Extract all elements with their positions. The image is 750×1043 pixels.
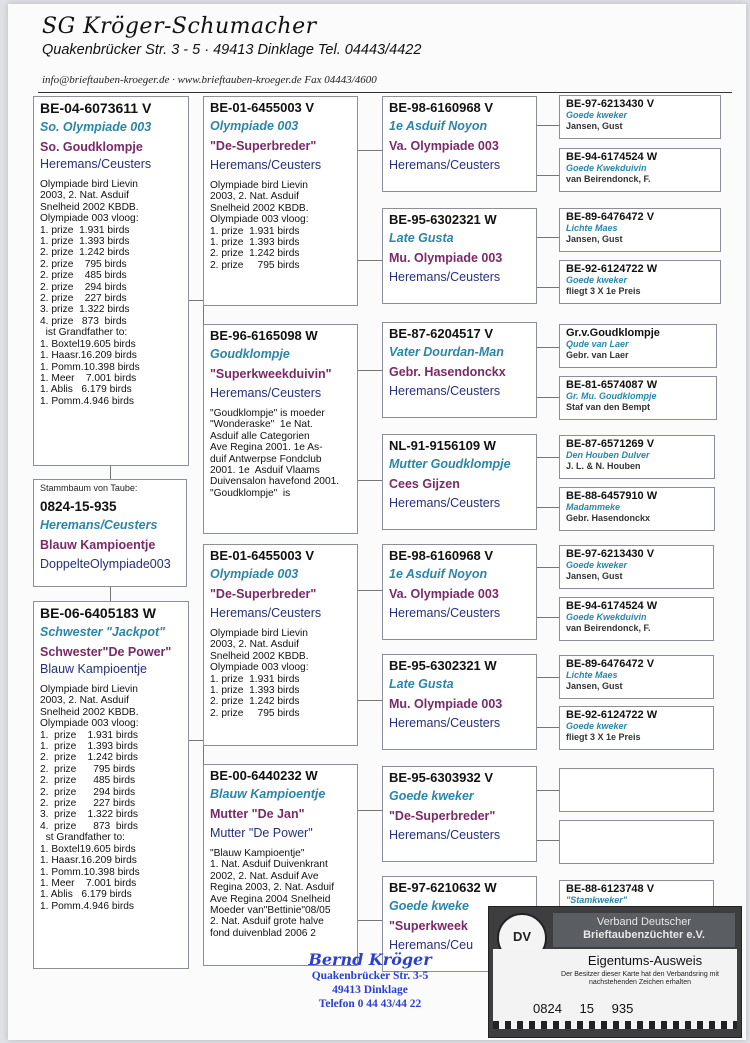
gen4-name: "Stamkweker" — [566, 895, 628, 905]
gen4-name: Goede Kwekduivin — [566, 612, 647, 622]
father-breeder: Heremans/Ceusters — [40, 157, 152, 171]
gen3-ring: BE-98-6160968 V — [389, 548, 494, 563]
gen2-name: Olympiade 003 — [210, 567, 299, 581]
card-ring-part3: 935 — [611, 1001, 634, 1016]
father-ring: BE-04-6073611 V — [40, 100, 152, 116]
gen3-pedigree: Gebr. Hasendonckx — [389, 365, 506, 379]
gen2-ring: BE-96-6165098 W — [210, 328, 318, 343]
gen3-pedigree: Va. Olympiade 003 — [389, 587, 499, 601]
gen4-breeder: Gebr. Hasendonckx — [566, 513, 651, 523]
gen4-name: Goede kweker — [566, 275, 628, 285]
gen4-box-1[interactable] — [559, 95, 721, 139]
gen2-pedigree: "De-Superbreder" — [210, 587, 317, 601]
subject-note: DoppelteOlympiade003 — [40, 557, 171, 571]
connector — [537, 397, 559, 398]
subject-box[interactable] — [33, 479, 187, 587]
connector — [358, 150, 382, 151]
header-divider — [38, 92, 732, 93]
gen4-name: Goede Kwekduivin — [566, 163, 647, 173]
signature-stamp — [270, 950, 470, 1011]
gen3-pedigree: Cees Gijzen — [389, 477, 460, 491]
gen3-name: Mutter Goudklompje — [389, 457, 511, 471]
gen3-ring: BE-95-6302321 W — [389, 658, 497, 673]
gen3-ring: BE-98-6160968 V — [389, 100, 494, 115]
gen3-pedigree: "De-Superbreder" — [389, 809, 496, 823]
loft-contact: info@brieftauben-kroeger.de · www.brieftauben-kroeger.de Fax 04443/4600 — [42, 74, 377, 86]
gen4-name: Lichte Maes — [566, 223, 618, 233]
gen2-description: Olympiade bird Lievin 2003, 2. Nat. Asduif Snelheid 2002 KBDB. Olympiade 003 vloog: 1. prize 1.931 birds 1. prize 1.393 birds 2. prize 1.242 birds 2. prize 795 birds — [210, 628, 309, 719]
subject-ring: 0824-15-935 — [40, 499, 117, 514]
gen3-pedigree: Mu. Olympiade 003 — [389, 697, 503, 711]
gen4-breeder: fliegt 3 X 1e Preis — [566, 286, 641, 296]
gen2-pedigree: "De-Superbreder" — [210, 139, 317, 153]
gen2-ring: BE-01-6455003 V — [210, 100, 315, 115]
gen3-breeder: Heremans/Ceusters — [389, 384, 501, 398]
gen4-ring: BE-88-6457910 W — [566, 490, 658, 502]
connector — [537, 287, 559, 288]
gen2-ring: BE-00-6440232 W — [210, 768, 318, 783]
mother-name: Schwester "Jackpot" — [40, 625, 166, 639]
mother-box[interactable] — [33, 601, 189, 969]
vdb-emblem-icon: DV — [497, 913, 547, 963]
gen4-name: Qude van Laer — [566, 339, 629, 349]
card-ring-part1: 0824 — [533, 1001, 562, 1016]
gen4-box-15[interactable] — [559, 880, 714, 908]
gen4-box-4[interactable] — [559, 260, 721, 304]
subject-breeder: Heremans/Ceusters — [40, 518, 158, 532]
gen3-name: Late Gusta — [389, 677, 454, 691]
gen3-name: Late Gusta — [389, 231, 454, 245]
gen3-name: Goede kweker — [389, 789, 474, 803]
gen4-box-7[interactable] — [559, 435, 715, 479]
gen3-box-3[interactable] — [382, 322, 537, 418]
gen4-name: Goede kweker — [566, 560, 628, 570]
gen4-ring: BE-97-6213430 V — [566, 548, 655, 560]
connector — [537, 727, 559, 728]
gen4-name: Goede kweker — [566, 110, 628, 120]
gen2-breeder: Heremans/Ceusters — [210, 386, 322, 400]
gen3-ring: BE-95-6303932 V — [389, 770, 494, 785]
card-title: Eigentums-Ausweis — [587, 953, 703, 968]
gen3-breeder: Heremans/Ceusters — [389, 496, 501, 510]
gen4-ring: BE-87-6571269 V — [566, 438, 655, 450]
gen4-breeder: Jansen, Gust — [566, 571, 623, 581]
gen4-ring: BE-81-6574087 W — [566, 379, 658, 391]
gen4-breeder: van Beirendonck, F. — [566, 623, 651, 633]
gen4-ring — [560, 769, 713, 771]
gen3-breeder: Heremans/Ceusters — [389, 270, 501, 284]
gen4-ring: BE-92-6124722 W — [566, 263, 658, 275]
card-ring-part2: 15 — [579, 1001, 595, 1016]
card-org-line2: Brieftaubenzüchter e.V. — [583, 929, 705, 941]
connector — [358, 370, 382, 371]
loft-address: Quakenbrücker Str. 3 - 5 · 49413 Dinklage Tel. 04443/4422 — [42, 42, 422, 58]
gen4-breeder: Gebr. van Laer — [566, 350, 629, 360]
connector — [537, 790, 559, 791]
gen4-ring: BE-89-6476472 V — [566, 658, 655, 670]
father-name: So. Olympiade 003 — [40, 120, 152, 134]
connector — [189, 300, 203, 301]
gen2-name: Blauw Kampioentje — [210, 787, 326, 801]
gen4-ring: Gr.v.Goudklompje — [566, 327, 660, 339]
gen4-breeder: Jansen, Gust — [566, 681, 623, 691]
gen4-breeder: Staf van den Bempt — [566, 402, 651, 412]
ownership-card — [488, 906, 742, 1038]
gen4-name: Goede kweker — [566, 721, 628, 731]
gen4-name: Lichte Maes — [566, 670, 618, 680]
gen3-ring: BE-97-6210632 W — [389, 880, 497, 895]
gen3-breeder: Heremans/Ceu — [389, 938, 474, 952]
gen2-pedigree: "Superkweekduivin" — [210, 367, 332, 381]
gen2-box-2[interactable] — [203, 324, 358, 534]
gen3-ring: BE-95-6302321 W — [389, 212, 497, 227]
gen4-box-3[interactable] — [559, 208, 721, 252]
connector — [537, 457, 559, 458]
gen3-box-6[interactable] — [382, 654, 537, 750]
connector — [537, 617, 559, 618]
connector — [189, 740, 203, 741]
gen3-box-1[interactable] — [382, 96, 537, 192]
father-pedigree: So. Goudklompje — [40, 140, 143, 154]
gen4-ring: BE-92-6124722 W — [566, 709, 658, 721]
gen4-name: Madammeke — [566, 502, 621, 512]
connector — [537, 175, 559, 176]
connector — [537, 567, 559, 568]
connector — [537, 347, 559, 348]
gen2-box-3[interactable] — [203, 544, 358, 746]
gen4-box-8[interactable] — [559, 487, 715, 531]
gen4-ring: BE-94-6174524 W — [566, 600, 658, 612]
gen2-breeder: Heremans/Ceusters — [210, 606, 322, 620]
gen2-description: "Goudklompje" is moeder "Wonderaske" 1e Nat. Asduif alle Categorien Ave Regina 2001. 1e As- duif Antwerpse Fondclub 2001. 1e Asduif Vlaams Duivensalon havefond 2001. "Goudklompje" is — [210, 408, 340, 499]
card-ring-number — [533, 1001, 647, 1016]
connector — [537, 237, 559, 238]
gen2-description: Olympiade bird Lievin 2003, 2. Nat. Asduif Snelheid 2002 KBDB. Olympiade 003 vloog: 1. prize 1.931 birds 1. prize 1.393 birds 2. prize 1.242 birds 2. prize 795 birds — [210, 180, 309, 271]
card-subtitle: Der Besitzer dieser Karte hat den Verbandsring mit nachstehenden Zeichen erhalten — [561, 971, 719, 986]
gen3-pedigree: Mu. Olympiade 003 — [389, 251, 503, 265]
gen4-box-9[interactable] — [559, 545, 714, 589]
gen3-breeder: Heremans/Ceusters — [389, 606, 501, 620]
gen3-name: Vater Dourdan-Man — [389, 345, 504, 359]
connector — [537, 507, 559, 508]
gen2-ring: BE-01-6455003 V — [210, 548, 315, 563]
connector — [358, 920, 382, 921]
connector — [537, 677, 559, 678]
gen3-ring: BE-87-6204517 V — [389, 326, 494, 341]
connector — [537, 840, 559, 841]
connector — [358, 480, 382, 481]
gen3-ring: NL-91-9156109 W — [389, 438, 496, 453]
gen3-breeder: Heremans/Ceusters — [389, 828, 501, 842]
stamp-city: 49413 Dinklage — [332, 984, 408, 996]
gen3-box-2[interactable] — [382, 208, 537, 304]
gen4-breeder: Jansen, Gust — [566, 234, 623, 244]
gen3-name: 1e Asduif Noyon — [389, 119, 488, 133]
gen4-breeder: J. L. & N. Houben — [566, 461, 641, 471]
gen4-ring: BE-88-6123748 V — [566, 883, 655, 895]
gen4-name: Gr. Mu. Goudklompje — [566, 391, 657, 401]
connector — [537, 125, 559, 126]
gen4-box-5[interactable] — [559, 324, 717, 368]
gen3-breeder: Heremans/Ceusters — [389, 158, 501, 172]
stamp-street: Quakenbrücker Str. 3-5 — [311, 970, 429, 982]
gen4-name: Den Houben Dulver — [566, 450, 650, 460]
gen2-name: Olympiade 003 — [210, 119, 299, 133]
subject-title: Stammbaum von Taube: — [40, 483, 138, 493]
connector — [358, 700, 382, 701]
gen4-breeder: Jansen, Gust — [566, 121, 623, 131]
gen2-box-1[interactable] — [203, 96, 358, 306]
gen4-box-2[interactable] — [559, 148, 721, 192]
gen4-ring: BE-94-6174524 W — [566, 151, 658, 163]
gen3-pedigree: Va. Olympiade 003 — [389, 139, 499, 153]
gen4-box-10[interactable] — [559, 597, 714, 641]
mother-pedigree: Schwester"De Power" — [40, 645, 172, 659]
signature-name: Bernd Kröger — [308, 950, 432, 969]
gen3-box-5[interactable] — [382, 544, 537, 640]
gen4-ring: BE-97-6213430 V — [566, 98, 655, 110]
gen4-box-11[interactable] — [559, 655, 714, 699]
gen3-name: Goede kweke — [389, 899, 469, 913]
gen3-name: 1e Asduif Noyon — [389, 567, 488, 581]
father-box[interactable] — [33, 96, 189, 466]
gen2-box-4[interactable] — [203, 764, 358, 966]
gen4-box-12[interactable] — [559, 706, 714, 750]
gen4-box-14[interactable] — [559, 820, 714, 864]
gen4-breeder: fliegt 3 X 1e Preis — [566, 732, 641, 742]
card-pattern — [493, 1021, 737, 1029]
card-organization — [553, 913, 735, 947]
gen2-breeder: Heremans/Ceusters — [210, 158, 322, 172]
gen4-ring — [560, 821, 713, 823]
mother-description: Olympiade bird Lievin 2003, 2. Nat. Asduif Snelheid 2002 KBDB. Olympiade 003 vloog: 1. prize 1.931 birds 1. prize 1.393 birds 2. prize 1.242 birds 2. prize 795 birds 2. prize 485 birds 2. prize 294 birds 2. prize 227 birds 3. prize 1.322 birds 4. prize 873 birds st Grandfather to: 1. Boxtel19.605 birds 1. Haasr.16.209 birds 1. Pomm.10.398 birds 1. Meer 7.001 birds 1. Ablis 6.179 birds 1. Pomm.4.946 birds — [40, 684, 140, 912]
gen4-box-13[interactable] — [559, 768, 714, 812]
gen2-description: "Blauw Kampioentje" 1. Nat. Asduif Duivenkrant 2002, 2. Nat. Asduif Ave Regina 2003, 2. Nat. Asduif Ave Regina 2004 Snelheid Moeder van"Bettinie"08/05 2. Nat. Asduif grote halve fond duivenblad 2006 2 — [210, 848, 335, 939]
loft-name: SG Kröger-Schumacher — [42, 14, 317, 39]
connector — [110, 587, 111, 601]
connector — [358, 590, 382, 591]
card-org-line1: Verband Deutscher — [596, 916, 692, 928]
connector — [358, 810, 382, 811]
gen3-breeder: Heremans/Ceusters — [389, 716, 501, 730]
gen3-box-7[interactable] — [382, 766, 537, 862]
gen2-pedigree: Mutter "De Jan" — [210, 807, 305, 821]
gen2-breeder: Mutter "De Power" — [210, 826, 313, 840]
subject-name: Blauw Kampioentje — [40, 538, 156, 552]
gen4-ring: BE-89-6476472 V — [566, 211, 655, 223]
connector — [358, 260, 382, 261]
stamp-phone: Telefon 0 44 43/44 22 — [318, 998, 422, 1010]
gen4-breeder: van Beirendonck, F. — [566, 174, 651, 184]
gen4-box-6[interactable] — [559, 376, 717, 420]
connector — [110, 466, 111, 479]
mother-breeder: Blauw Kampioentje — [40, 662, 148, 676]
card-body — [493, 949, 737, 1029]
gen3-box-4[interactable] — [382, 434, 537, 530]
gen3-pedigree: "Superkweek — [389, 919, 468, 933]
mother-ring: BE-06-6405183 W — [40, 605, 156, 621]
father-description: Olympiade bird Lievin 2003, 2. Nat. Asduif Snelheid 2002 KBDB. Olympiade 003 vloog: 1. prize 1.931 birds 1. prize 1.393 birds 2. prize 1.242 birds 2. prize 795 birds 2. prize 485 birds 2. prize 294 birds 2. prize 227 birds 3. prize 1.322 birds 4. prize 873 birds ist Grandfather to: 1. Boxtel19.605 birds 1. Haasr.16.209 birds 1. Pomm.10.398 birds 1. Meer 7.001 birds 1. Ablis 6.179 birds 1. Pomm.4.946 birds — [40, 179, 140, 407]
gen2-name: Goudklompje — [210, 347, 290, 361]
